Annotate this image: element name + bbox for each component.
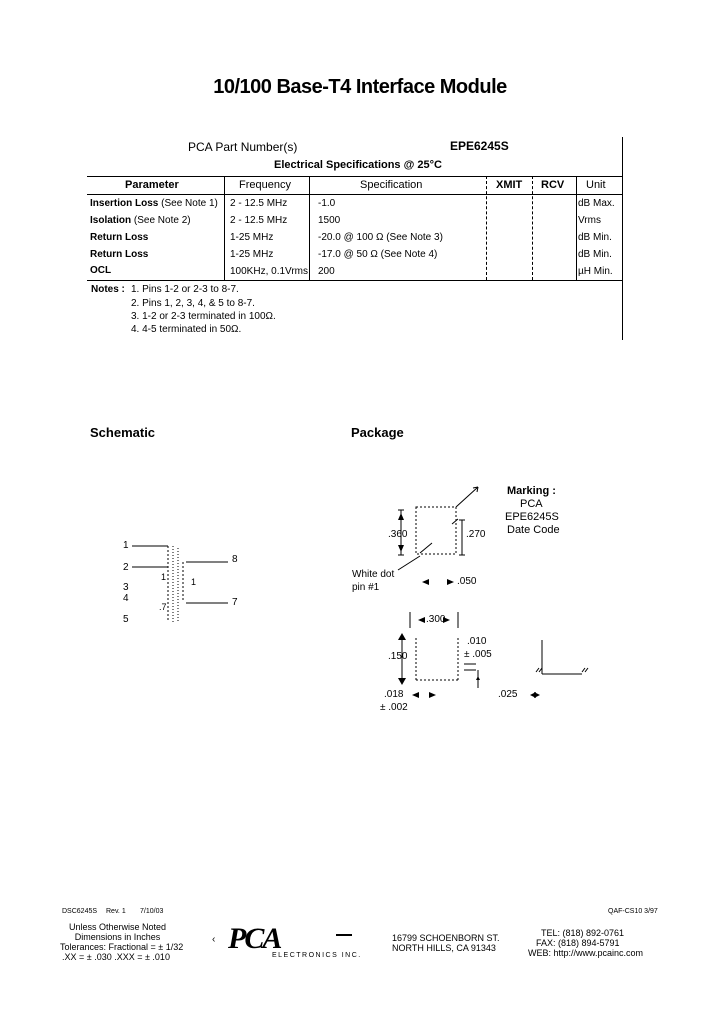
row-freq: 2 - 12.5 MHz [230,198,288,209]
dim-label: .050 [457,576,477,587]
marking-line: PCA [520,498,543,510]
note-item: 3. 1-2 or 2-3 terminated in 100Ω. [131,311,276,322]
company-name: ELECTRONICS INC. [272,952,362,959]
col-specification: Specification [360,179,423,191]
table-row: Isolation (See Note 2) [90,215,191,226]
address-line: NORTH HILLS, CA 91343 [392,943,496,953]
dim-label: .360 [388,529,408,540]
dim-label: ± .005 [464,649,492,660]
logo-mark-icon: ‹ [212,934,216,945]
company-logo: PCA [228,922,281,955]
row-spec: -1.0 [318,198,336,209]
row-spec: 200 [318,266,335,277]
address-line: 16799 SCHOENBORN ST. [392,933,500,943]
col-unit: Unit [586,179,606,191]
col-frequency: Frequency [239,179,291,191]
col-parameter: Parameter [125,179,179,191]
doc-date: 7/10/03 [140,908,164,915]
tolerance-line: .XX = ± .030 .XXX = ± .010 [62,952,170,962]
pin-label: 2 [123,562,129,573]
dim-label: ± .002 [380,702,408,713]
row-spec: -17.0 @ 50 Ω (See Note 4) [318,249,438,260]
tolerance-line: Unless Otherwise Noted [68,922,167,932]
logo-divider [336,934,352,936]
dim-label: .300 [426,614,446,625]
note-item: 1. Pins 1-2 or 2-3 to 8-7. [131,284,239,295]
row-spec: 1500 [318,215,341,226]
turns-ratio: .7 [159,602,167,612]
table-row: Return Loss [90,232,149,243]
pin-label: 7 [232,597,238,608]
turns-ratio: 1 [161,572,167,582]
row-unit: dB Max. [578,198,615,209]
row-freq: 1-25 MHz [230,249,274,260]
pin-label: 4 [123,593,129,604]
dim-label: .010 [467,636,487,647]
row-spec: -20.0 @ 100 Ω (See Note 3) [318,232,443,243]
dim-label: .150 [388,651,408,662]
pin-label: 3 [123,582,129,593]
package-heading: Package [351,425,404,440]
part-number-label: PCA Part Number(s) [188,140,298,154]
dim-label: .018 [384,689,404,700]
marking-line: EPE6245S [505,511,559,523]
schematic-heading: Schematic [90,425,156,440]
marking-label: Marking : [507,485,556,497]
revision: Rev. 1 [106,908,126,915]
table-row: Insertion Loss (See Note 1) [90,198,218,209]
note-item: 2. Pins 1, 2, 3, 4, & 5 to 8-7. [131,298,255,309]
pin1-label: pin #1 [352,582,380,593]
part-number: EPE6245S [450,139,509,153]
contact-line: TEL: (818) 892-0761 [541,928,625,938]
row-unit: dB Min. [578,232,612,243]
tolerance-line: Dimensions in Inches [74,932,161,942]
col-xmit: XMIT [496,179,523,191]
row-freq: 100KHz, 0.1Vrms [230,266,308,277]
row-freq: 1-25 MHz [230,232,274,243]
doc-number: DSC6245S [62,908,98,915]
table-row: Return Loss [90,249,149,260]
form-number: QAF-CS10 3/97 [608,908,658,915]
contact-web-link[interactable]: WEB: http://www.pcainc.com [528,948,644,958]
turns-ratio: 1 [191,577,197,587]
marking-line: Date Code [507,524,560,536]
pin-label: 1 [123,540,129,551]
dim-label: .025 [498,689,518,700]
notes-label: Notes : [91,284,125,295]
pin-label: 8 [232,554,238,565]
row-unit: dB Min. [578,249,612,260]
col-rcv: RCV [541,179,565,191]
row-unit: Vrms [578,215,601,226]
tolerance-line: Tolerances: Fractional = ± 1/32 [60,942,184,952]
dim-label: .270 [466,529,486,540]
table-row: OCL [90,265,112,276]
row-freq: 2 - 12.5 MHz [230,215,288,226]
pin-label: 5 [123,614,129,625]
note-item: 4. 4-5 terminated in 50Ω. [131,324,242,335]
white-dot-label: White dot [352,569,395,580]
page-title: 10/100 Base-T4 Interface Module [213,76,507,98]
contact-line: FAX: (818) 894-5791 [536,938,620,948]
row-unit: µH Min. [578,266,613,277]
spec-heading: Electrical Specifications @ 25°C [274,159,442,171]
